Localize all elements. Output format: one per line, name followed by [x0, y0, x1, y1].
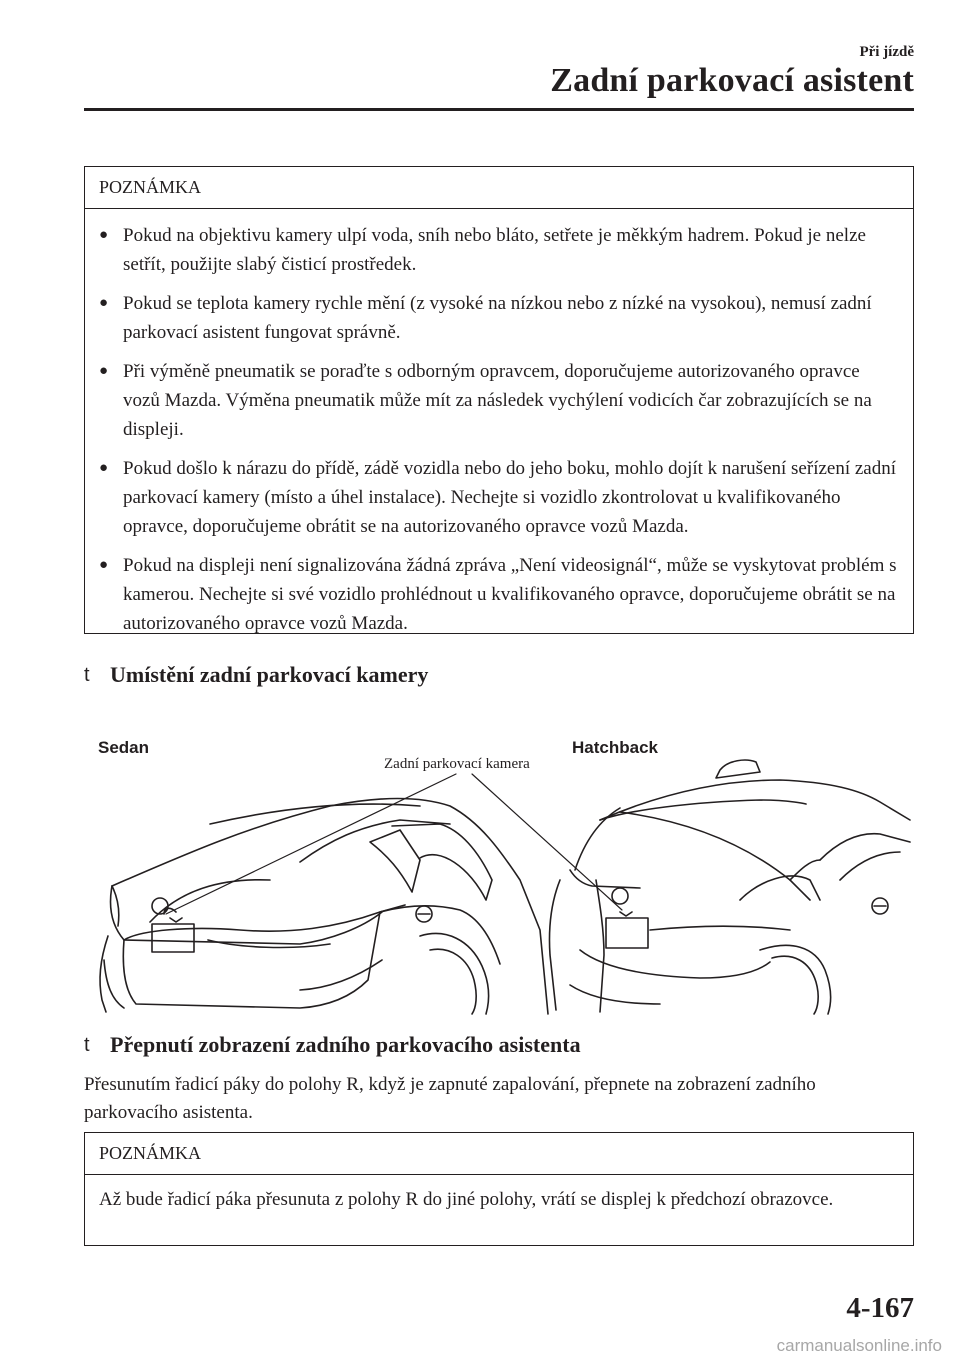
camera-callout-label: Zadní parkovací kamera [384, 756, 530, 772]
camera-leader-line [472, 774, 622, 910]
header-rule [84, 108, 914, 111]
hatchback-label: Hatchback [572, 738, 658, 757]
page-title: Zadní parkovací asistent [550, 62, 914, 99]
camera-leader-line [166, 774, 456, 914]
bullet-icon: ● [99, 363, 109, 379]
bullet-icon: ● [99, 557, 109, 573]
body-paragraph: Přesunutím řadicí páky do polohy R, když je zapnuté zapalování, přepnete na zobrazení zadního parkovacího asistenta. [84, 1074, 816, 1123]
bullet-icon: ● [99, 295, 109, 311]
note-heading: POZNÁMKA [85, 167, 913, 209]
section-marker-icon: t [84, 1033, 90, 1056]
note-item: ● Při výměně pneumatik se poraďte s odborným opravcem, doporučujeme autorizovaného opravce vozů Mazda. Výměna pneumatik může mít za následek vychýlení vodicích čar zobrazujících se na displeji. [99, 357, 899, 444]
footer-watermark: carmanualsonline.info [776, 1336, 942, 1355]
note-item: ● Pokud na displeji není signalizována žádná zpráva „Není videosignál“, může se vyskytovat problém s kamerou. Nechejte si své vozidlo prohlédnout u kvalifikovaného opravce, doporučujeme obrátit se na autorizovaného opravce vozů Mazda. [99, 551, 899, 638]
sedan-car-drawing [100, 799, 548, 1015]
note-text: Až bude řadicí páka přesunuta z polohy R do jiné polohy, vrátí se displej k předchozí obrazovce. [99, 1189, 834, 1210]
bullet-icon: ● [99, 460, 109, 476]
hatchback-car-drawing [549, 760, 910, 1014]
section-marker-icon: t [84, 663, 90, 686]
section-heading-display-switch: t Přepnutí zobrazení zadního parkovacího asistenta [84, 1032, 581, 1057]
note-box-2 [84, 1132, 914, 1246]
section-heading-camera-location: t Umístění zadní parkovací kamery [84, 662, 429, 687]
page-number: 4-167 [846, 1292, 914, 1324]
note-heading: POZNÁMKA [85, 1133, 913, 1175]
note-item: ● Pokud došlo k nárazu do přídě, zádě vozidla nebo do jeho boku, mohlo dojít k narušení seřízení zadní parkovací kamery (místo a úhel instalace). Nechejte si vozidlo zkontrolovat u kvalifikovaného opravce, doporučujeme obrátit se na autorizovaného opravce vozů Mazda. [99, 454, 899, 541]
bullet-icon: ● [99, 227, 109, 243]
note-item: ● Pokud na objektivu kamery ulpí voda, sníh nebo bláto, setřete je měkkým hadrem. Pokud je nelze setřít, použijte slabý čisticí prostředek. [99, 221, 899, 279]
sedan-label: Sedan [98, 738, 150, 757]
note-box-1 [84, 166, 914, 634]
note-item: ● Pokud se teplota kamery rychle mění (z vysoké na nízkou nebo z nízké na vysokou), nemusí zadní parkovací asistent fungovat správně. [99, 289, 899, 347]
chapter-label: Při jízdě [859, 44, 914, 60]
